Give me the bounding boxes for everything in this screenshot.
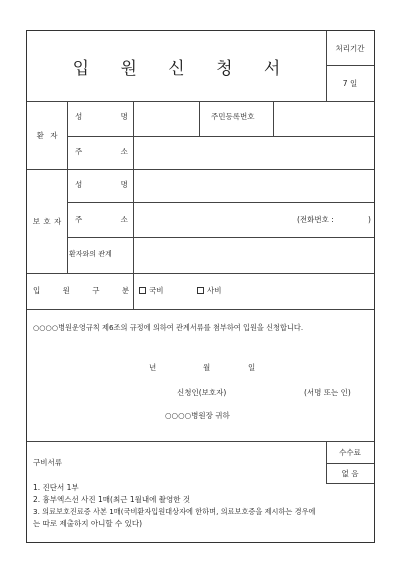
- divider: [27, 309, 374, 310]
- document-item: 2. 흉부엑스선 사진 1매(최근 1월내에 촬영한 것: [33, 495, 191, 504]
- admission-type-label: 입 원 구 분: [33, 286, 130, 295]
- national-expense-checkbox[interactable]: [139, 287, 146, 294]
- documents-header: 구비서류: [33, 458, 62, 467]
- date-year-label: 년: [149, 363, 157, 372]
- patient-section-label: 환 자: [36, 130, 58, 140]
- guardian-phone-label: (전화번호 :: [297, 215, 334, 224]
- divider: [27, 101, 374, 102]
- patient-name-label: 성 명: [75, 112, 128, 121]
- divider: [133, 101, 134, 309]
- fee-value: 없 음: [341, 468, 359, 478]
- national-expense-label: 국비: [149, 286, 164, 295]
- divider: [27, 273, 374, 274]
- divider: [67, 237, 374, 238]
- divider: [27, 441, 374, 442]
- guardian-address-label: 주 소: [75, 215, 128, 224]
- patient-address-label: 주 소: [75, 147, 128, 156]
- signature-label: (서명 또는 인): [304, 388, 351, 397]
- date-month-label: 월: [203, 363, 211, 372]
- application-statement: ○○○○병원운영규칙 제6조의 규정에 의하여 관계서류를 첨부하여 입원을 신청합니다.: [33, 323, 304, 332]
- fee-label: 수수료: [339, 447, 361, 457]
- divider: [67, 101, 68, 273]
- divider: [67, 202, 374, 203]
- recipient-label: ○○○○병원장 귀하: [165, 411, 230, 420]
- divider: [273, 101, 274, 136]
- guardian-section-label: 보 호 자: [32, 216, 62, 226]
- processing-period-value: 7 일: [342, 78, 358, 88]
- divider: [27, 169, 374, 170]
- applicant-label: 신청인(보호자): [177, 388, 227, 397]
- guardian-name-label: 성 명: [75, 180, 128, 189]
- private-expense-label: 사비: [207, 286, 222, 295]
- guardian-phone-close: ): [368, 215, 371, 224]
- option-national-expense[interactable]: [139, 287, 164, 295]
- guardian-relation-label: 환자와의 관계: [69, 250, 112, 258]
- document-item: 3. 의료보호진료증 사본 1매(국비환자입원대상자에 한하며, 의료보호증을 제시하는 경우에: [33, 507, 316, 516]
- divider: [326, 483, 374, 484]
- divider: [199, 101, 200, 136]
- divider: [67, 136, 374, 137]
- processing-period-label: 처리기간: [335, 43, 365, 53]
- private-expense-checkbox[interactable]: [197, 287, 204, 294]
- document-item: 는 따로 제출하지 아니할 수 있다): [33, 519, 143, 528]
- form-title: 입 원 신 청 서: [72, 58, 294, 79]
- patient-rrn-label: 주민등록번호: [211, 112, 255, 121]
- date-day-label: 일: [248, 363, 256, 372]
- admission-form: [26, 30, 375, 543]
- option-private-expense[interactable]: [197, 287, 222, 295]
- document-item: 1. 진단서 1부: [33, 483, 79, 492]
